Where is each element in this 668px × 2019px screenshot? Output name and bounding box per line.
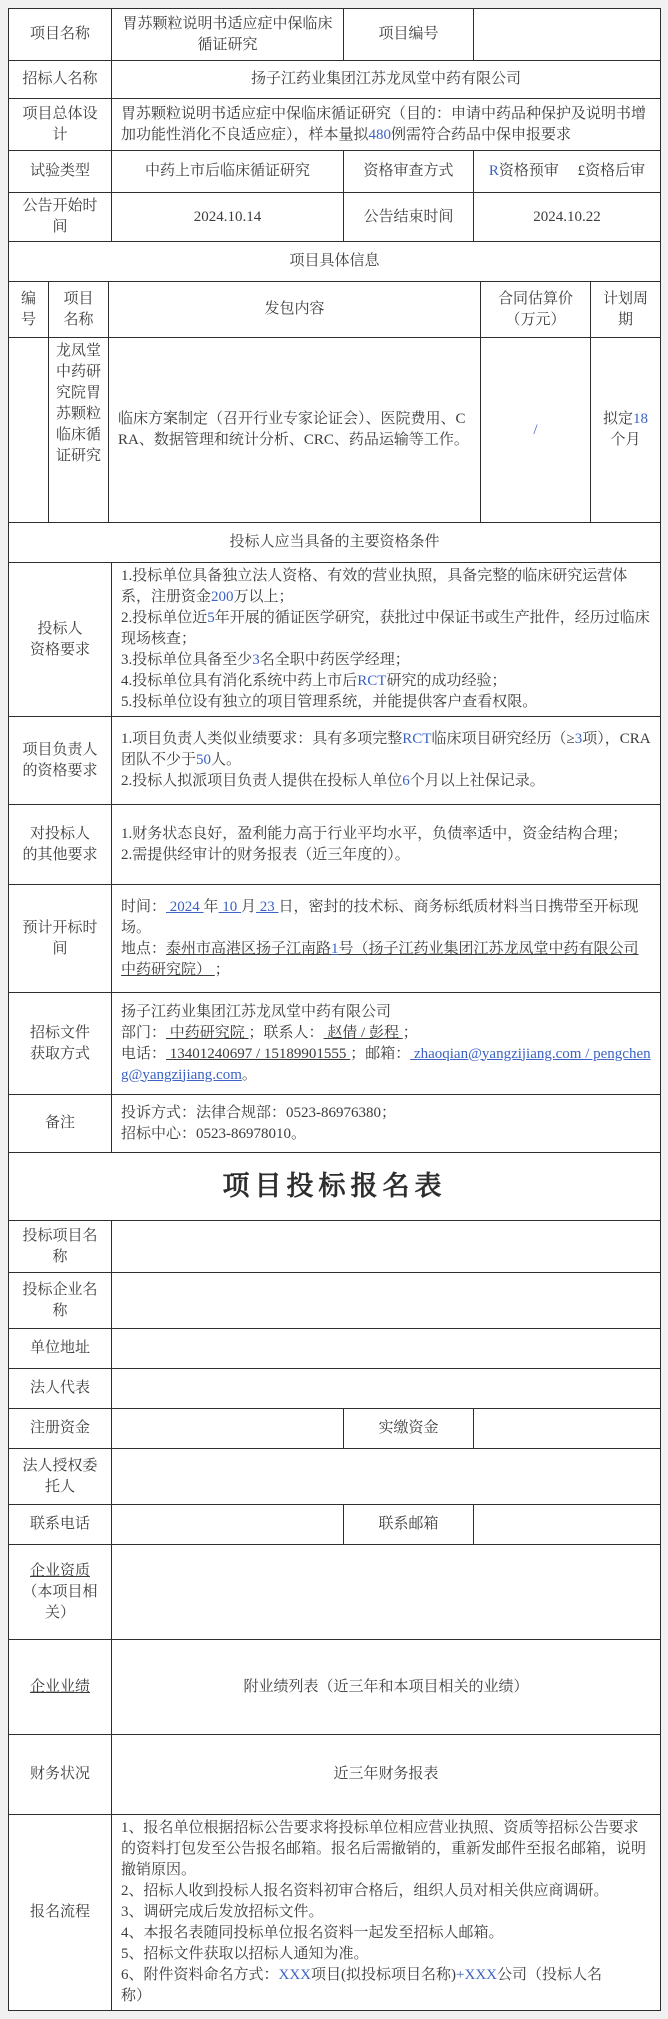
table-row <box>9 1369 661 1409</box>
table-row <box>9 1815 661 2011</box>
project-no-value <box>474 9 661 61</box>
table-row <box>9 563 661 717</box>
reg-capital-field <box>112 1409 344 1449</box>
col-header-price: 合同估算价（万元） <box>481 282 591 338</box>
table-row <box>9 885 661 993</box>
contact-phone-field <box>112 1505 344 1545</box>
detail-section-title: 项目具体信息 <box>9 242 661 282</box>
remark-label: 备注 <box>9 1095 112 1153</box>
table-row <box>9 193 661 242</box>
trial-type-label: 试验类型 <box>9 151 112 193</box>
bid-company-label: 投标企业名称 <box>9 1273 112 1329</box>
announce-start-value: 2024.10.14 <box>112 193 344 242</box>
remark-value: 投诉方式：法律合规部：0523-86976380； 招标中心：0523-86978010。 <box>112 1095 661 1153</box>
project-name-label: 项目名称 <box>9 9 112 61</box>
project-info-table <box>8 8 661 282</box>
table-row <box>9 1409 661 1449</box>
table-row <box>9 99 661 151</box>
contact-email-field <box>474 1505 661 1545</box>
bidder-qualification-label: 投标人 资格要求 <box>9 563 112 717</box>
table-row <box>9 1221 661 1273</box>
table-row <box>9 61 661 99</box>
table-row <box>9 1640 661 1735</box>
signup-process-value: 1、报名单位根据招标公告要求将投标单位相应营业执照、资质等招标公告要求的资料打包发至公告报名邮箱。报名后需撤销的，重新发邮件至报名邮箱，说明撤销原因。 2、招标人收到投标人报名资料初审合格后，组织人员对相关供应商调研。 3、调研完成后发放招标文件。 4、本报名表随同投标单位报名资料一起发至招标人邮箱。 5、招标文件获取以招标人通知为准。 6、附件资料命名方式：XXX项目(拟投标项目名称)+XXX公司（投标人名 称） <box>112 1815 661 2011</box>
company-qualification-label: 企业资质 （本项目相 关） <box>9 1545 112 1640</box>
table-row <box>9 1545 661 1640</box>
announce-end-label: 公告结束时间 <box>344 193 474 242</box>
financial-status-value: 近三年财务报表 <box>112 1735 661 1815</box>
financial-status-label: 财务状况 <box>9 1735 112 1815</box>
leader-qualification-value: 1.项目负责人类似业绩要求：具有多项完整RCT临床项目研究经历（≥3项），CRA团队不少于50人。 2.投标人拟派项目负责人提供在投标人单位6个月以上社保记录。 <box>112 717 661 805</box>
detail-price-value: / <box>481 338 591 523</box>
company-qualification-field <box>112 1545 661 1640</box>
table-row <box>9 338 661 523</box>
reg-capital-label: 注册资金 <box>9 1409 112 1449</box>
company-address-label: 单位地址 <box>9 1329 112 1369</box>
contact-email-label: 联系邮箱 <box>344 1505 474 1545</box>
table-row <box>9 1095 661 1153</box>
doc-obtain-value: 扬子江药业集团江苏龙凤堂中药有限公司 部门： 中药研究院 ；联系人： 赵倩 / 彭程 ； 电话： 13401240697 / 15189901555 ；邮箱： zhaoqian@yangzijiang.com / pengcheng@yangzijiang.com。 <box>112 993 661 1095</box>
other-requirements-label: 对投标人 的其他要求 <box>9 805 112 885</box>
bidder-qualification-value: 1.投标单位具备独立法人资格、有效的营业执照，具备完整的临床研究运营体系，注册资金200万以上； 2.投标单位近5年开展的循证医学研究，获批过中保证书或生产批件，经历过临床现场核查； 3.投标单位具备至少3名全职中药医学经理； 4.投标单位具有消化系统中药上市后RCT研究的成功经验； 5.投标单位设有独立的项目管理系统，并能提供客户查看权限。 <box>112 563 661 717</box>
tenderee-value: 扬子江药业集团江苏龙凤堂中药有限公司 <box>112 61 661 99</box>
detail-name-value: 龙凤堂中药研究院胃苏颗粒临床循证研究 <box>49 338 109 523</box>
col-header-no: 编号 <box>9 282 49 338</box>
trial-type-value: 中药上市后临床循证研究 <box>112 151 344 193</box>
authorized-person-label: 法人授权委托人 <box>9 1449 112 1505</box>
bid-company-field <box>112 1273 661 1329</box>
company-performance-value: 附业绩列表（近三年和本项目相关的业绩） <box>112 1640 661 1735</box>
paid-capital-field <box>474 1409 661 1449</box>
detail-no-value <box>9 338 49 523</box>
bid-project-label: 投标项目名称 <box>9 1221 112 1273</box>
doc-obtain-label: 招标文件 获取方式 <box>9 993 112 1095</box>
form-title-row <box>9 1153 661 1221</box>
table-row <box>9 242 661 282</box>
tenderee-label: 招标人名称 <box>9 61 112 99</box>
table-row <box>9 993 661 1095</box>
table-row <box>9 805 661 885</box>
table-row <box>9 717 661 805</box>
col-header-content: 发包内容 <box>109 282 481 338</box>
table-row <box>9 9 661 61</box>
contact-phone-label: 联系电话 <box>9 1505 112 1545</box>
overall-design-label: 项目总体设计 <box>9 99 112 151</box>
detail-period-value: 拟定18个月 <box>591 338 661 523</box>
overall-design-value: 胃苏颗粒说明书适应症中保临床循证研究（目的：申请中药品种保护及说明书增加功能性消化不良适应症），样本量拟480例需符合药品中保申报要求 <box>112 99 661 151</box>
table-row <box>9 151 661 193</box>
table-header-row <box>9 282 661 338</box>
announce-end-value: 2024.10.22 <box>474 193 661 242</box>
col-header-name: 项目名称 <box>49 282 109 338</box>
project-detail-table <box>8 281 661 563</box>
other-requirements-value: 1.财务状态良好，盈利能力高于行业平均水平，负债率适中，资金结构合理； 2.需提供经审计的财务报表（近三年度的）。 <box>112 805 661 885</box>
table-row <box>9 1329 661 1369</box>
table-row <box>9 1505 661 1545</box>
open-time-label: 预计开标时间 <box>9 885 112 993</box>
open-time-value: 时间： 2024 年 10 月 23 日，密封的技术标、商务标纸质材料当日携带至开标现场。 地点：泰州市高港区扬子江南路1号（扬子江药业集团江苏龙凤堂中药有限公司中药研究院） ； <box>112 885 661 993</box>
announce-start-label: 公告开始时间 <box>9 193 112 242</box>
paid-capital-label: 实缴资金 <box>344 1409 474 1449</box>
qualification-review-label: 资格审查方式 <box>344 151 474 193</box>
table-row <box>9 1735 661 1815</box>
qualification-section-title: 投标人应当具备的主要资格条件 <box>9 523 661 563</box>
col-header-period: 计划周期 <box>591 282 661 338</box>
qualification-review-value: R资格预审 £资格后审 <box>474 151 661 193</box>
project-no-label: 项目编号 <box>344 9 474 61</box>
table-row <box>9 1273 661 1329</box>
authorized-person-field <box>112 1449 661 1505</box>
bid-project-field <box>112 1221 661 1273</box>
company-address-field <box>112 1329 661 1369</box>
requirements-form-table <box>8 562 661 2011</box>
leader-qualification-label: 项目负责人的资格要求 <box>9 717 112 805</box>
project-name-value: 胃苏颗粒说明书适应症中保临床循证研究 <box>112 9 344 61</box>
table-row <box>9 1449 661 1505</box>
company-performance-label: 企业业绩 <box>9 1640 112 1735</box>
signup-process-label: 报名流程 <box>9 1815 112 2011</box>
legal-rep-field <box>112 1369 661 1409</box>
table-row <box>9 523 661 563</box>
detail-content-value: 临床方案制定（召开行业专家论证会）、医院费用、CRA、数据管理和统计分析、CRC、药品运输等工作。 <box>109 338 481 523</box>
legal-rep-label: 法人代表 <box>9 1369 112 1409</box>
form-title: 项目投标报名表 <box>9 1153 661 1221</box>
